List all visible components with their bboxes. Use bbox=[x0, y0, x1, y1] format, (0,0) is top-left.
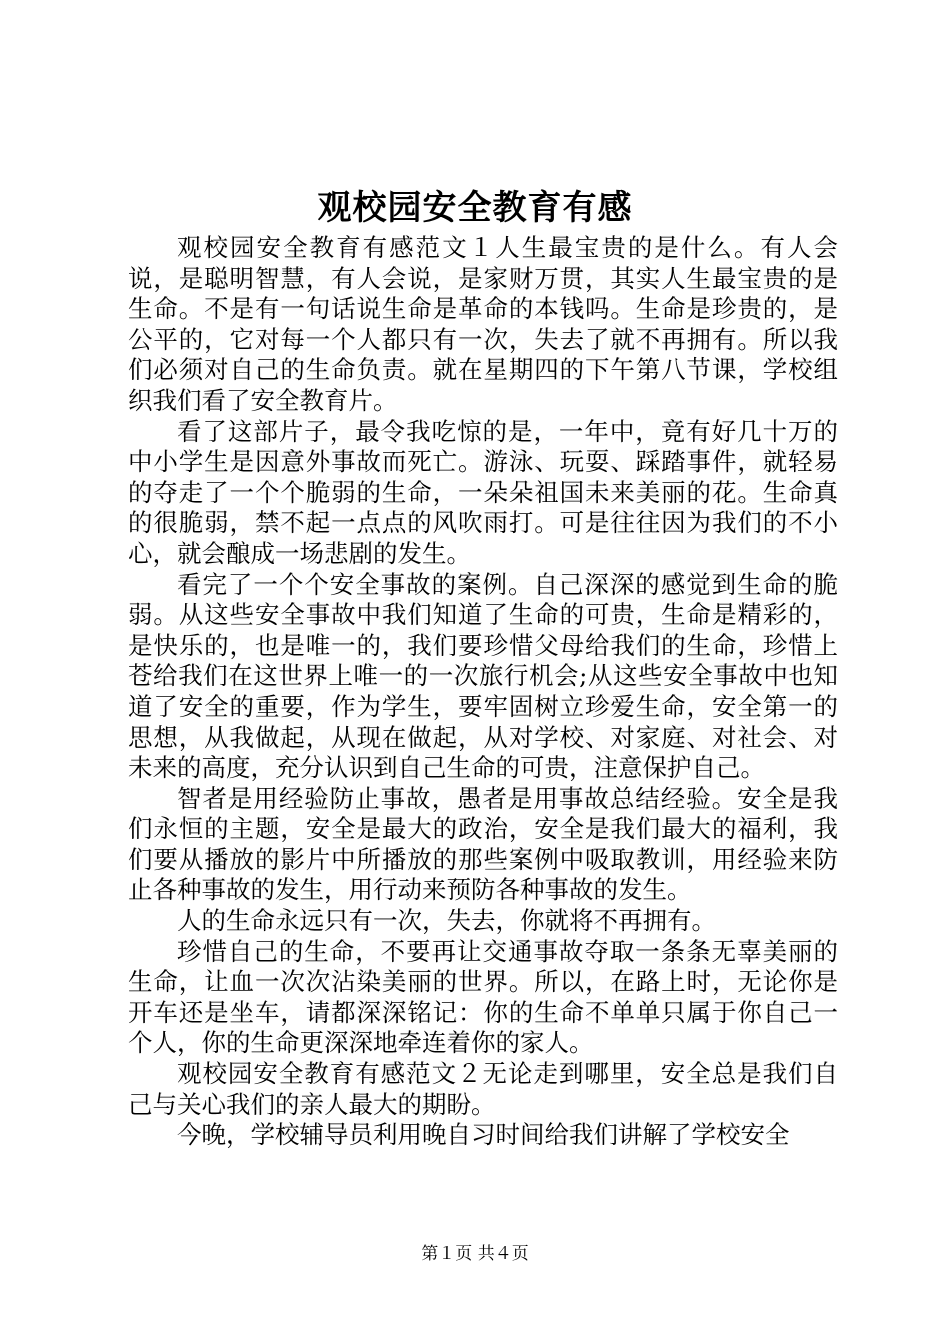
page-number-footer: 第１页 共４页 bbox=[421, 1244, 529, 1264]
paragraph: 看了这部片子，最令我吃惊的是，一年中，竟有好几十万的中小学生是因意外事故而死亡。游泳、玩耍、踩踏事件，就轻易的夺走了一个个脆弱的生命，一朵朵祖国未来美丽的花。生命真的很脆弱，禁不起一点点的风吹雨打。可是往往因为我们的不小心，就会酿成一场悲剧的发生。 bbox=[128, 416, 838, 568]
paragraph: 观校园安全教育有感范文２无论走到哪里，安全总是我们自己与关心我们的亲人最大的期盼。 bbox=[128, 1059, 838, 1119]
paragraph: 珍惜自己的生命，不要再让交通事故夺取一条条无辜美丽的生命，让血一次次沾染美丽的世界。所以，在路上时，无论你是开车还是坐车，请都深深铭记：你的生命不单单只属于你自己一个人，你的生命更深深地牵连着你的家人。 bbox=[128, 936, 838, 1058]
paragraph: 今晚，学校辅导员利用晚自习时间给我们讲解了学校安全 bbox=[177, 1120, 790, 1150]
paragraph: 人的生命永远只有一次，失去，你就将不再拥有。 bbox=[177, 906, 716, 936]
document-title: 观校园安全教育有感 bbox=[317, 188, 633, 228]
paragraph: 观校园安全教育有感范文１人生最宝贵的是什么。有人会说，是聪明智慧，有人会说，是家财万贯，其实人生最宝贵的是生命。不是有一句话说生命是革命的本钱吗。生命是珍贵的，是公平的，它对每一个人都只有一次，失去了就不再拥有。所以我们必须对自己的生命负责。就在星期四的下午第八节课，学校组织我们看了安全教育片。 bbox=[128, 233, 838, 415]
document-body bbox=[128, 233, 838, 1151]
paragraph: 智者是用经验防止事故，愚者是用事故总结经验。安全是我们永恒的主题，安全是最大的政治，安全是我们最大的福利，我们要从播放的影片中所播放的那些案例中吸取教训，用经验来防止各种事故的发生，用行动来预防各种事故的发生。 bbox=[128, 783, 838, 905]
paragraph: 看完了一个个安全事故的案例。自己深深的感觉到生命的脆弱。从这些安全事故中我们知道了生命的可贵，生命是精彩的，是快乐的，也是唯一的，我们要珍惜父母给我们的生命，珍惜上苍给我们在这世界上唯一的一次旅行机会;从这些安全事故中也知道了安全的重要，作为学生，要牢固树立珍爱生命，安全第一的思想，从我做起，从现在做起，从对学校、对家庭、对社会、对未来的高度，充分认识到自己生命的可贵，注意保护自己。 bbox=[128, 569, 838, 783]
